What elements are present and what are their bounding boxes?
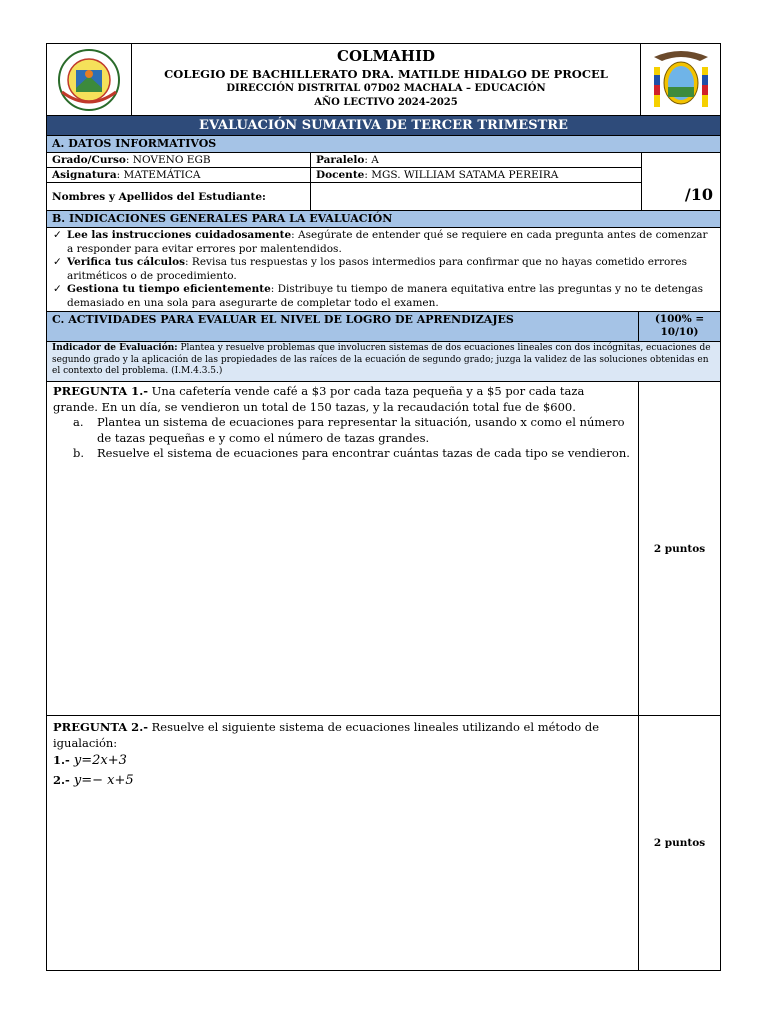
instruction-item bbox=[53, 283, 714, 310]
grade-label: Grado/Curso bbox=[52, 154, 126, 166]
title-row bbox=[47, 115, 720, 135]
equation-2-label: 2.- bbox=[53, 772, 70, 787]
subject-label: Asignatura bbox=[52, 169, 117, 181]
header-titles bbox=[131, 44, 640, 115]
school-short: COLMAHID bbox=[337, 47, 435, 65]
section-c-heading: C. ACTIVIDADES PARA EVALUAR EL NIVEL DE LOGRO DE APRENDIZAJES bbox=[52, 313, 514, 326]
instruction-item bbox=[53, 256, 714, 283]
subject-value: : MATEMÁTICA bbox=[116, 169, 201, 181]
instruction-title: Lee las instrucciones cuidadosamente bbox=[67, 229, 292, 241]
instruction-text: : Asegúrate de entender qué se requiere en cada pregunta antes de comenzar a responder para evitar errores por malentendidos. bbox=[67, 229, 708, 255]
question-text: Una cafetería vende café a $3 por cada taza pequeña y a $5 por cada taza grande. En un día, se vendieron un total de 150 tazas, y la recaudación total fue de $600. bbox=[53, 384, 585, 414]
section-b-row bbox=[47, 210, 720, 227]
indicator-label: Indicador de Evaluación: bbox=[52, 343, 178, 353]
section-a-row bbox=[47, 135, 720, 152]
check-icon: ✓ bbox=[53, 229, 62, 241]
sub-letter: b. bbox=[73, 446, 85, 460]
teacher-field bbox=[310, 168, 641, 182]
teacher-value: : MGS. WILLIAM SATAMA PEREIRA bbox=[364, 169, 559, 181]
equation-1-label: 1.- bbox=[53, 753, 70, 767]
question-2-points: 2 puntos bbox=[638, 716, 720, 970]
indicator-row bbox=[47, 341, 720, 381]
sub-letter: a. bbox=[73, 415, 84, 429]
sub-question bbox=[53, 446, 632, 462]
instruction-text: : Distribuye tu tiempo de manera equitativa entre las preguntas y no te detengas demasiado en una sola para asegurarte de completar todo el examen. bbox=[67, 283, 704, 309]
exam-title: EVALUACIÓN SUMATIVA DE TERCER TRIMESTRE bbox=[47, 116, 720, 135]
question-1 bbox=[47, 381, 720, 715]
section-b-body bbox=[47, 227, 720, 311]
question-label: PREGUNTA 2.- bbox=[53, 720, 148, 734]
district: DIRECCIÓN DISTRITAL 07D02 MACHALA – EDUCACIÓN bbox=[226, 83, 546, 94]
exam-sheet bbox=[46, 43, 721, 971]
question-1-points: 2 puntos bbox=[638, 382, 720, 715]
evaluation-indicator bbox=[47, 342, 720, 381]
instructions-list bbox=[47, 228, 720, 311]
subject-field bbox=[47, 168, 310, 182]
sub-text: Plantea un sistema de ecuaciones para representar la situación, usando x como el número de tazas pequeñas e y como el número de tazas grandes. bbox=[97, 415, 625, 445]
sub-question bbox=[53, 415, 632, 446]
check-icon: ✓ bbox=[53, 283, 62, 295]
score-box bbox=[641, 153, 720, 210]
sub-text: Resuelve el sistema de ecuaciones para encontrar cuántas tazas de cada tipo se vendieron. bbox=[97, 446, 630, 460]
section-c-weight: (100% = 10/10) bbox=[638, 312, 720, 341]
parallel-label: Paralelo bbox=[316, 154, 365, 166]
grade-value: : NOVENO EGB bbox=[125, 154, 211, 166]
parallel-field bbox=[310, 153, 641, 167]
parallel-value: : A bbox=[364, 154, 379, 166]
question-text: Resuelve el siguiente sistema de ecuaciones lineales utilizando el método de igualación: bbox=[53, 720, 600, 750]
instruction-title: Gestiona tu tiempo eficientemente bbox=[67, 283, 271, 295]
question-2-body bbox=[47, 716, 638, 970]
school-logo bbox=[47, 44, 131, 115]
section-a-heading: A. DATOS INFORMATIVOS bbox=[47, 136, 720, 152]
section-b-heading: B. INDICACIONES GENERALES PARA LA EVALUACIÓN bbox=[47, 211, 720, 227]
question-label: PREGUNTA 1.- bbox=[53, 384, 148, 398]
student-name-label: Nombres y Apellidos del Estudiante: bbox=[52, 190, 266, 203]
score-total: /10 bbox=[684, 185, 713, 204]
header bbox=[47, 44, 720, 115]
school-year: AÑO LECTIVO 2024-2025 bbox=[314, 97, 458, 108]
instruction-title: Verifica tus cálculos bbox=[67, 256, 186, 268]
equation-1: y=2x+3 bbox=[69, 753, 127, 768]
instruction-text: : Revisa tus respuestas y los pasos intermedios para confirmar que no hayas cometido errores aritméticos o de procedimiento. bbox=[67, 256, 687, 282]
instruction-item bbox=[53, 229, 714, 256]
ecuador-coat-of-arms bbox=[640, 44, 720, 115]
section-c-row bbox=[47, 311, 720, 341]
check-icon: ✓ bbox=[53, 256, 62, 268]
student-name-field[interactable] bbox=[310, 183, 641, 210]
equation-2: y=− x+5 bbox=[69, 772, 134, 788]
question-1-body bbox=[47, 382, 638, 715]
section-a-body bbox=[47, 152, 720, 210]
school-name: COLEGIO DE BACHILLERATO DRA. MATILDE HIDALGO DE PROCEL bbox=[164, 67, 608, 81]
teacher-label: Docente bbox=[316, 169, 365, 181]
grade-field bbox=[47, 153, 310, 167]
question-2 bbox=[47, 715, 720, 970]
indicator-text: Plantea y resuelve problemas que involucren sistemas de dos ecuaciones lineales con dos incógnitas, ecuaciones de segundo grado y la aplicación de las propiedades de las raíces de la ecuación de segundo grado; juzga la validez de las soluciones obtenidas en el contexto del problema. (I.M.4.3.5.) bbox=[52, 343, 711, 376]
